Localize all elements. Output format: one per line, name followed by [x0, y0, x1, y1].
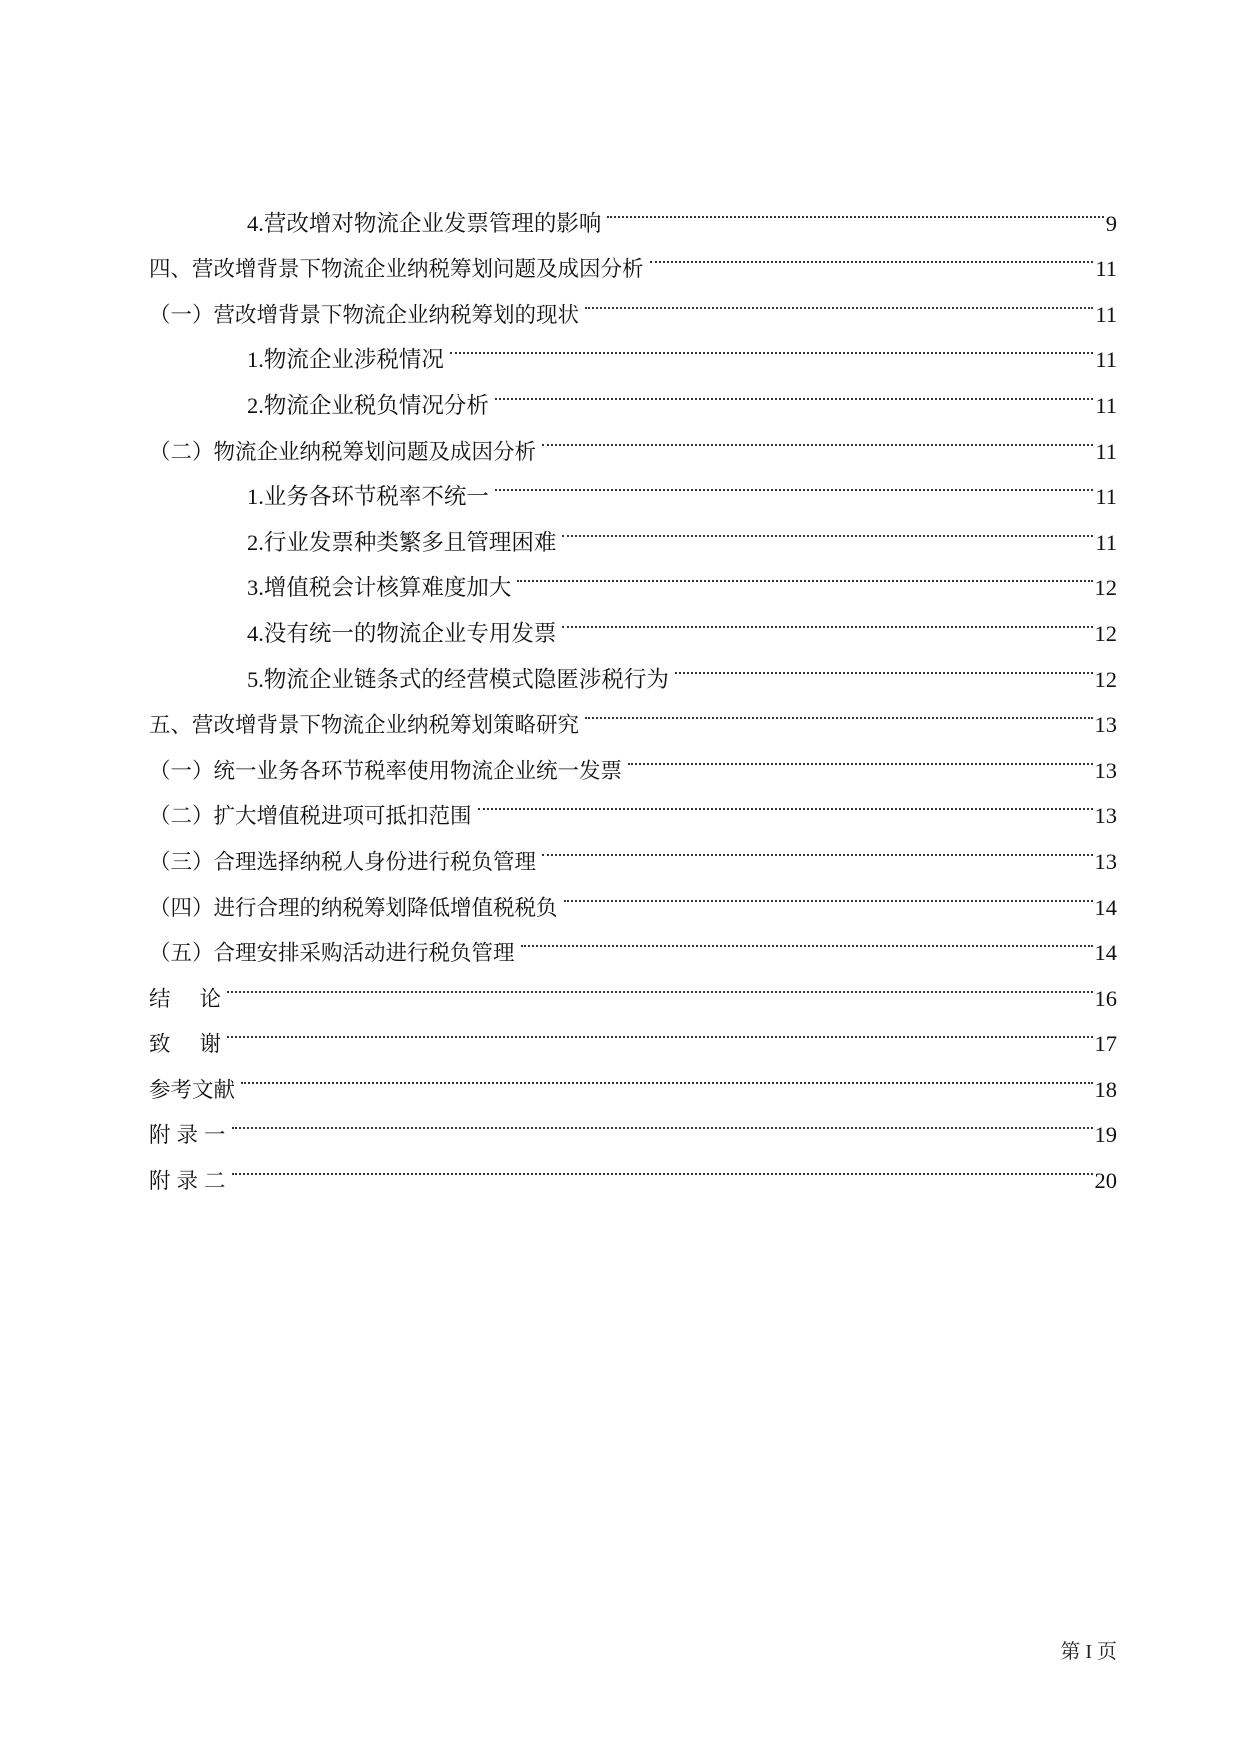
dot-leader [607, 185, 1103, 231]
dot-leader [585, 276, 1093, 322]
dot-leader [495, 459, 1093, 505]
toc-entry-1[interactable] [149, 185, 1117, 236]
toc-entry-title: （四）进行合理的纳税筹划降低增值税税负 [149, 895, 558, 921]
dot-leader [542, 823, 1092, 869]
dot-leader [562, 504, 1093, 550]
toc-page-number: 13 [1094, 757, 1117, 783]
toc-entry-title: 1.物流企业涉税情况 [247, 347, 444, 373]
toc-entry-title: 五、营改增背景下物流企业纳税筹划策略研究 [149, 713, 580, 739]
toc-page-number: 12 [1094, 666, 1117, 692]
toc-entry-title: 4.没有统一的物流企业专用发票 [247, 620, 557, 646]
dot-leader [628, 732, 1092, 778]
toc-entry-title: （一）统一业务各环节税率使用物流企业统一发票 [149, 758, 623, 784]
toc-entry-title: 结论 [149, 986, 251, 1012]
dot-leader [650, 231, 1094, 277]
dot-leader [232, 1097, 1093, 1143]
toc-entry-title: 致谢 [149, 1032, 251, 1058]
toc-entry-acknowledgements[interactable] [149, 1006, 1117, 1058]
toc-page-number: 13 [1094, 803, 1117, 829]
toc-entry-title: （一）营改增背景下物流企业纳税筹划的现状 [149, 302, 580, 328]
toc-entry-title: （二）物流企业纳税筹划问题及成因分析 [149, 439, 537, 465]
toc-entry-title: 2.物流企业税负情况分析 [247, 392, 489, 418]
toc-page-number: 11 [1095, 256, 1117, 282]
toc-entry-title: 5.物流企业链条式的经营模式隐匿涉税行为 [247, 666, 669, 692]
toc-page-number: 18 [1094, 1076, 1117, 1102]
toc-page-number: 17 [1094, 1031, 1117, 1057]
dot-leader [232, 1142, 1093, 1188]
toc-entry-title: 1.业务各环节税率不统一 [247, 484, 489, 510]
toc-page-number: 9 [1105, 210, 1117, 236]
toc-entry-title: （三）合理选择纳税人身份进行税负管理 [149, 849, 537, 875]
dot-leader [564, 869, 1093, 915]
toc-page-number: 11 [1095, 484, 1117, 510]
dot-leader [450, 322, 1093, 368]
toc-page-number: 13 [1094, 712, 1117, 738]
dot-leader [562, 595, 1092, 641]
dot-leader [517, 550, 1092, 596]
dot-leader [478, 778, 1093, 824]
dot-leader [542, 413, 1093, 459]
toc-entry-title: 参考文献 [149, 1077, 236, 1103]
toc-page-number: 11 [1095, 347, 1117, 373]
toc-page-number: 12 [1094, 575, 1117, 601]
toc-entry-appendix-1[interactable] [149, 1097, 1117, 1149]
dot-leader [227, 1006, 1092, 1052]
toc-page-number: 11 [1095, 438, 1117, 464]
toc-entry-title: 四、营改增背景下物流企业纳税筹划问题及成因分析 [149, 257, 644, 283]
toc-entry-title: 附录一 [149, 1123, 232, 1149]
toc-page-number: 11 [1095, 392, 1117, 418]
toc-page-number: 16 [1094, 985, 1117, 1011]
toc-page-number: 13 [1094, 848, 1117, 874]
dot-leader [585, 687, 1092, 733]
toc-page-number: 11 [1095, 529, 1117, 555]
dot-leader [521, 915, 1093, 961]
toc-entry-title: （五）合理安排采购活动进行税负管理 [149, 941, 515, 967]
toc-page-number: 11 [1095, 301, 1117, 327]
dot-leader [675, 641, 1093, 687]
toc-entry-title: 4.营改增对物流企业发票管理的影响 [247, 210, 602, 236]
dot-leader [241, 1051, 1092, 1097]
toc-entry-appendix-2[interactable] [149, 1142, 1117, 1195]
toc-entry-title: 3.增值税会计核算难度加大 [247, 575, 512, 601]
toc-page-number: 12 [1094, 620, 1117, 646]
dot-leader [227, 960, 1092, 1006]
toc-entry-title: （二）扩大增值税进项可抵扣范围 [149, 804, 472, 830]
dot-leader [495, 367, 1093, 413]
toc-entry-conclusion[interactable] [149, 960, 1117, 1012]
toc-entry-title: 2.行业发票种类繁多且管理困难 [247, 529, 557, 555]
toc-page-number: 14 [1094, 940, 1117, 966]
toc-entry-references[interactable] [149, 1051, 1117, 1103]
toc-page-number: 19 [1094, 1122, 1117, 1148]
toc-page-number: 14 [1094, 894, 1117, 920]
page-number-footer: 第 I 页 [1060, 1641, 1117, 1663]
table-of-contents [149, 185, 1117, 1195]
toc-page-number: 20 [1094, 1168, 1117, 1194]
toc-entry-title: 附录二 [149, 1169, 232, 1195]
